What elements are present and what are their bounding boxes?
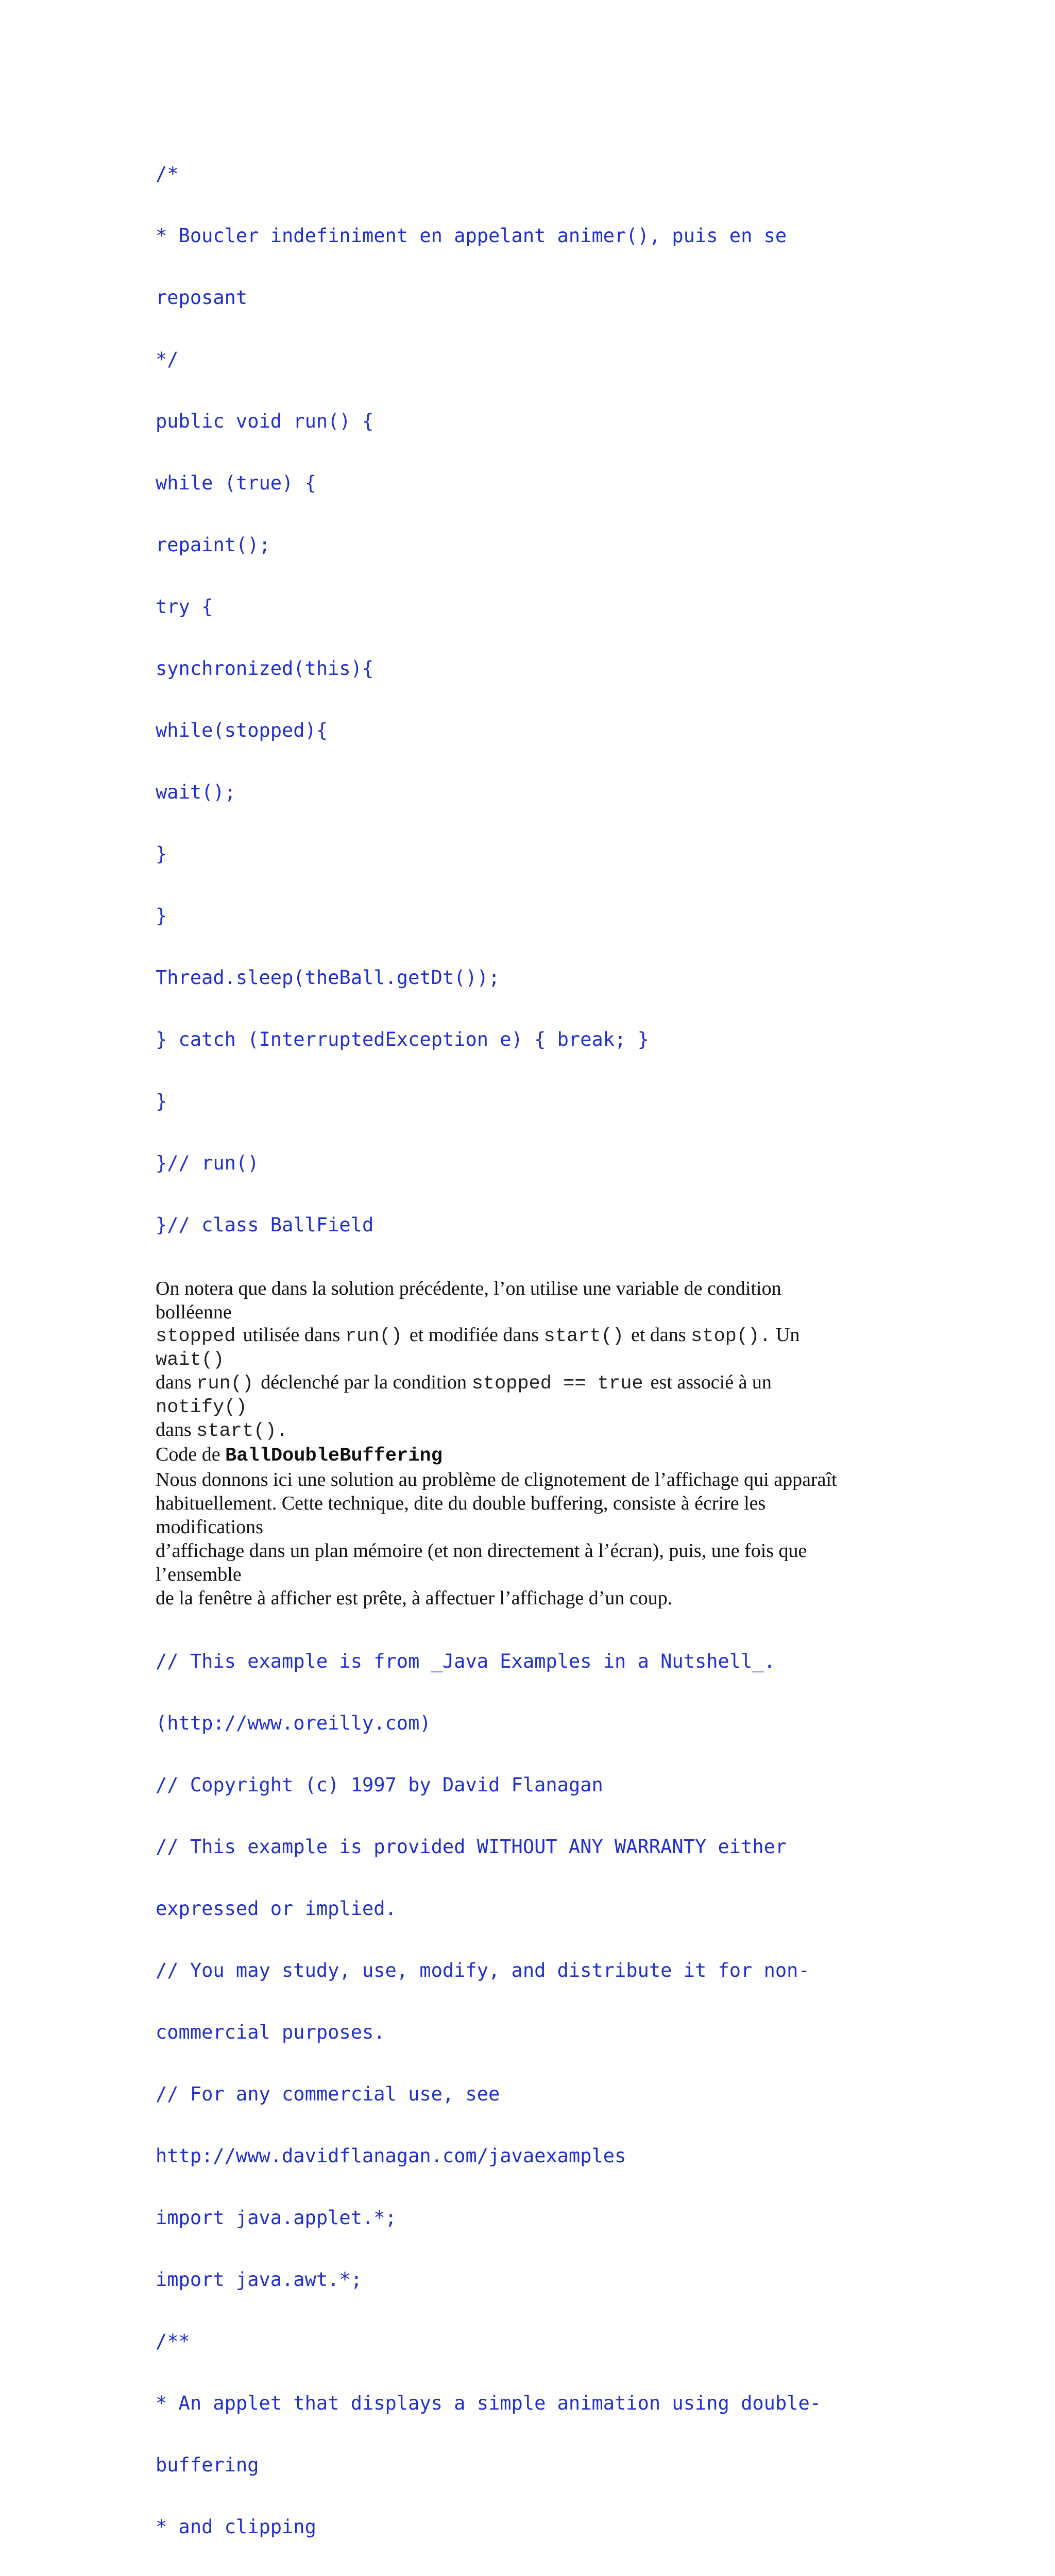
code-line: import java.applet.*;: [156, 2207, 397, 2229]
inline-code: run(): [196, 1373, 254, 1395]
code-line: expressed or implied.: [156, 1897, 397, 1920]
heading-prefix: Code de: [156, 1444, 220, 1465]
code-line: } catch (InterruptedException e) { break; }: [156, 1028, 649, 1050]
inline-code: start(): [543, 1326, 624, 1347]
code-line: // For any commercial use, see: [156, 2083, 500, 2105]
inline-code: stopped: [156, 1326, 236, 1347]
code-line: wait();: [156, 781, 236, 803]
inline-code: stopped == true: [471, 1373, 643, 1395]
code-line: */: [156, 348, 179, 370]
prose-line-code: [156, 1395, 887, 1419]
prose-line: l’ensemble: [156, 1564, 242, 1585]
prose-line-mixed: [156, 1419, 887, 1443]
code-line: try {: [156, 596, 213, 618]
code-line: Thread.sleep(theBall.getDt());: [156, 967, 500, 989]
inline-code: wait(): [156, 1349, 225, 1371]
explanation-paragraph: [156, 1277, 887, 1443]
prose-line: d’affichage dans un plan mémoire (et non directement à l’écran), puis, une fois que: [156, 1540, 807, 1562]
double-buffering-paragraph: [156, 1468, 887, 1610]
inline-code: notify(): [156, 1397, 247, 1418]
prose-text: déclenché par la condition: [261, 1371, 467, 1393]
prose-line: Nous donnons ici une solution au problème de clignotement de l’affichage qui apparaît: [156, 1469, 837, 1490]
code-line: commercial purposes.: [156, 2021, 385, 2043]
prose-text: Un: [775, 1324, 800, 1346]
code-line: // This example is provided WITHOUT ANY WARRANTY either: [156, 1836, 787, 1858]
prose-text: et modifiée dans: [409, 1324, 539, 1346]
prose-line: bolléenne: [156, 1301, 232, 1323]
code-line: (http://www.oreilly.com): [156, 1712, 431, 1734]
code-line: repaint();: [156, 534, 270, 556]
inline-code: start().: [196, 1420, 288, 1442]
code-block-run-method: [156, 123, 887, 1277]
code-line: * and clipping: [156, 2516, 316, 2538]
code-line: import java.awt.*;: [156, 2268, 362, 2291]
prose-line-mixed: [156, 1371, 887, 1395]
prose-line-mixed: [156, 1324, 887, 1348]
code-line: // You may study, use, modify, and distribute it for non-: [156, 1959, 810, 1981]
prose-line: modifications: [156, 1516, 263, 1538]
prose-line-code: [156, 1348, 887, 1371]
prose-line: habituellement. Cette technique, dite du double buffering, consiste à écrire les: [156, 1493, 766, 1514]
prose-text: et dans: [631, 1324, 686, 1346]
code-line: }// class BallField: [156, 1214, 374, 1236]
code-line: reposant: [156, 286, 248, 309]
inline-code: stop().: [691, 1326, 771, 1347]
inline-code: run(): [345, 1326, 402, 1347]
code-line: }: [156, 843, 167, 865]
prose-line: de la fenêtre à afficher est prête, à affectuer l’affichage d’un coup.: [156, 1587, 673, 1609]
code-line: while(stopped){: [156, 719, 328, 741]
code-line: /*: [156, 163, 179, 185]
code-line: }: [156, 905, 167, 927]
section-heading: [156, 1443, 887, 1468]
code-line: http://www.davidflanagan.com/javaexamples: [156, 2145, 626, 2167]
code-block-ball-double-buffering: [156, 1610, 887, 2576]
code-line: buffering: [156, 2454, 259, 2476]
code-line: /**: [156, 2330, 190, 2352]
prose-text: dans: [156, 1371, 192, 1393]
document-page: [156, 123, 887, 2576]
prose-text: utilisée dans: [243, 1324, 341, 1346]
code-line: * An applet that displays a simple animation using double-: [156, 2392, 822, 2414]
prose-text: dans: [156, 1419, 192, 1440]
heading-class-name: BallDoubleBuffering: [225, 1445, 443, 1467]
code-line: }: [156, 1090, 167, 1112]
code-line: synchronized(this){: [156, 657, 374, 680]
code-line: public void run() {: [156, 410, 374, 432]
code-line: while (true) {: [156, 472, 316, 494]
prose-text: est associé à un: [650, 1371, 772, 1393]
prose-line: On notera que dans la solution précédente, l’on utilise une variable de condition: [156, 1278, 781, 1299]
code-line: * Boucler indefiniment en appelant animer(), puis en se: [156, 225, 787, 247]
code-line: // This example is from _Java Examples in a Nutshell_.: [156, 1650, 775, 1672]
code-line: }// run(): [156, 1152, 259, 1174]
code-line: // Copyright (c) 1997 by David Flanagan: [156, 1774, 603, 1796]
